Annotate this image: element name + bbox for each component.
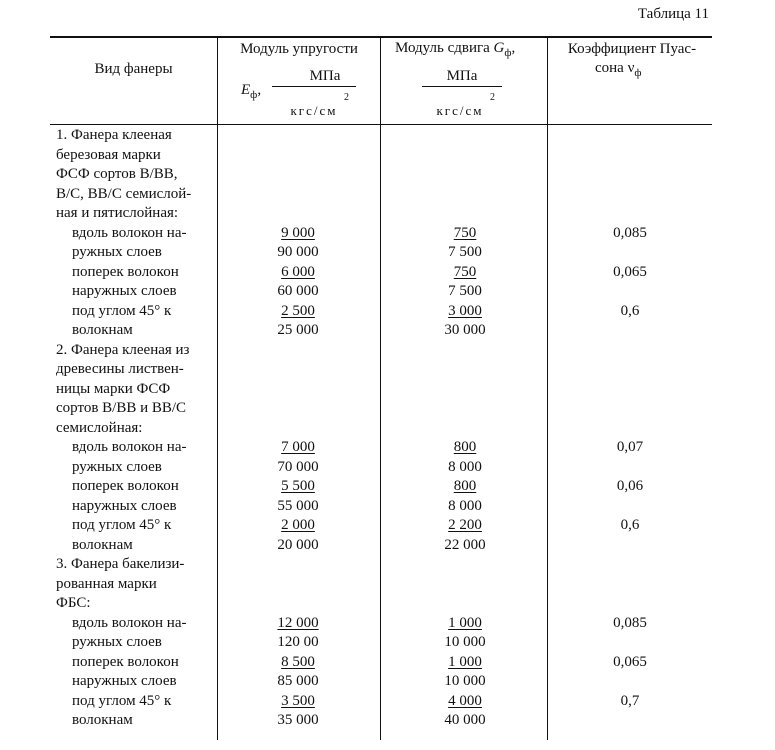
value-kgs: 70 000 <box>277 458 319 475</box>
col-divider-1 <box>217 36 218 740</box>
shear-modulus-value <box>395 224 535 263</box>
value-kgs: 8 000 <box>448 458 482 475</box>
row-label <box>72 516 212 555</box>
unit-mpa: МПа <box>446 68 478 84</box>
row-label-line: под углом 45° к <box>72 692 172 709</box>
poisson-value: 0,085 <box>613 614 647 631</box>
shear-modulus-value <box>395 516 535 555</box>
unit-mpa: МПа <box>309 68 341 84</box>
row-label <box>72 263 212 302</box>
value-mpa: 9 000 <box>281 224 315 241</box>
value-kgs: 35 000 <box>277 712 319 728</box>
section-title-line: ФБС: <box>56 595 91 611</box>
poisson-value: 0,06 <box>616 478 644 494</box>
section-title-line: березовая марки <box>56 146 161 163</box>
value-mpa: 8 500 <box>281 653 315 670</box>
elastic-modulus-value <box>228 263 368 302</box>
value-mpa: 4 000 <box>448 692 482 709</box>
value-mpa: 5 500 <box>281 478 315 494</box>
elastic-modulus-value <box>228 692 368 731</box>
value-mpa: 1 000 <box>448 653 482 670</box>
unit-exp: 2 <box>490 92 495 103</box>
value-kgs: 55 000 <box>277 497 319 514</box>
unit-fraction-bar <box>422 86 502 87</box>
row-label <box>72 224 212 263</box>
elastic-modulus-value <box>228 224 368 263</box>
value-kgs: 8 000 <box>448 497 482 514</box>
value-mpa: 2 200 <box>448 517 482 533</box>
poisson-value: 0,6 <box>620 302 640 319</box>
poisson-value: 0,6 <box>620 517 640 533</box>
header-shear-title: Модуль сдвига $G_ф$, <box>395 40 516 59</box>
value-mpa: 800 <box>453 439 477 455</box>
header-elastic-symbol: $E_ф$, <box>241 82 262 101</box>
section-title-line: сортов В/ВВ и ВВ/С <box>56 400 187 416</box>
value-mpa: 3 500 <box>281 692 315 709</box>
shear-modulus-value <box>395 302 535 341</box>
row-label-line: вдоль волокон на- <box>72 614 187 631</box>
header-elastic-title: Модуль упругости <box>240 41 358 57</box>
value-kgs: 10 000 <box>444 673 486 689</box>
row-label-line: наружных слоев <box>72 283 177 299</box>
value-mpa: 7 000 <box>281 439 315 455</box>
section-title-line: 3. Фанера бакелизи- <box>56 556 185 572</box>
row-label-line: вдоль волокон на- <box>72 224 187 241</box>
section-title-line: рованная марки <box>56 575 157 592</box>
row-label <box>72 692 212 731</box>
col-divider-3 <box>547 36 548 740</box>
value-mpa: 2 500 <box>281 302 315 319</box>
unit-fraction-bar <box>272 86 356 87</box>
value-kgs: 30 000 <box>444 322 486 338</box>
row-label-line: волокнам <box>72 322 133 338</box>
header-poisson-line2: сона $\nu_ф$ <box>595 60 642 79</box>
header-plywood-type: Вид фанеры <box>94 61 173 77</box>
row-label-line: поперек волокон <box>72 478 179 494</box>
row-label-line: ружных слоев <box>72 634 162 650</box>
table-caption: Таблица 11 <box>637 6 709 22</box>
row-label-line: поперек волокон <box>72 263 179 280</box>
value-mpa: 750 <box>453 224 477 241</box>
section-title-line: 1. Фанера клееная <box>56 127 172 143</box>
poisson-value: 0,065 <box>613 263 647 280</box>
row-label-line: ружных слоев <box>72 244 162 260</box>
row-label-line: наружных слоев <box>72 497 177 514</box>
value-kgs: 85 000 <box>277 673 319 689</box>
poisson-value: 0,065 <box>613 653 647 670</box>
value-kgs: 22 000 <box>444 536 486 553</box>
header-rule <box>50 124 712 125</box>
section-title-line: ницы марки ФСФ <box>56 380 171 397</box>
value-mpa: 12 000 <box>277 614 319 631</box>
value-kgs: 20 000 <box>277 536 319 553</box>
row-label-line: под углом 45° к <box>72 302 172 319</box>
shear-modulus-value <box>395 614 535 653</box>
section-title-line: ная и пятислойная: <box>56 205 179 221</box>
row-label <box>72 302 212 341</box>
section-title-line: семислойная: <box>56 419 143 436</box>
elastic-modulus-value <box>228 614 368 653</box>
poisson-value: 0,085 <box>613 224 647 241</box>
row-label-line: под углом 45° к <box>72 517 172 533</box>
section-title-line: В/С, ВВ/С семислой- <box>56 185 192 202</box>
value-kgs: 25 000 <box>277 322 319 338</box>
section-title-line: древесины листвен- <box>56 361 184 377</box>
value-kgs: 40 000 <box>444 712 486 728</box>
value-kgs: 120 00 <box>277 634 319 650</box>
value-mpa: 1 000 <box>448 614 482 631</box>
row-label <box>72 477 212 516</box>
elastic-modulus-value <box>228 438 368 477</box>
value-mpa: 3 000 <box>448 302 482 319</box>
section-title <box>56 341 216 439</box>
value-kgs: 7 500 <box>448 244 482 260</box>
row-label <box>72 653 212 692</box>
unit-kgs: кгс/см <box>290 103 338 118</box>
col-divider-2 <box>380 36 381 740</box>
row-label-line: поперек волокон <box>72 653 179 670</box>
shear-modulus-value <box>395 477 535 516</box>
row-label <box>72 438 212 477</box>
unit-exp: 2 <box>344 92 349 103</box>
value-kgs: 7 500 <box>448 283 482 299</box>
section-title <box>56 555 216 614</box>
top-rule <box>50 36 712 38</box>
row-label-line: наружных слоев <box>72 673 177 689</box>
section-title-line: 2. Фанера клееная из <box>56 341 190 358</box>
value-kgs: 10 000 <box>444 634 486 650</box>
row-label-line: вдоль волокон на- <box>72 439 187 455</box>
row-label-line: волокнам <box>72 712 133 728</box>
value-mpa: 800 <box>453 478 477 494</box>
value-mpa: 6 000 <box>281 263 315 280</box>
row-label <box>72 614 212 653</box>
value-kgs: 60 000 <box>277 283 319 299</box>
row-label-line: волокнам <box>72 536 133 553</box>
value-mpa: 2 000 <box>281 517 315 533</box>
elastic-modulus-value <box>228 477 368 516</box>
unit-kgs: кгс/см <box>436 103 484 118</box>
elastic-modulus-value <box>228 516 368 555</box>
value-mpa: 750 <box>453 263 477 280</box>
shear-modulus-value <box>395 438 535 477</box>
header-poisson-line1: Коэффициент Пуас- <box>567 41 697 57</box>
elastic-modulus-value <box>228 653 368 692</box>
shear-modulus-value <box>395 653 535 692</box>
shear-modulus-value <box>395 263 535 302</box>
row-label-line: ружных слоев <box>72 458 162 475</box>
poisson-value: 0,07 <box>616 439 644 455</box>
elastic-modulus-value <box>228 302 368 341</box>
poisson-value: 0,7 <box>620 692 640 709</box>
value-kgs: 90 000 <box>277 244 319 260</box>
shear-modulus-value <box>395 692 535 731</box>
section-title <box>56 126 216 224</box>
section-title-line: ФСФ сортов В/ВВ, <box>56 166 178 182</box>
